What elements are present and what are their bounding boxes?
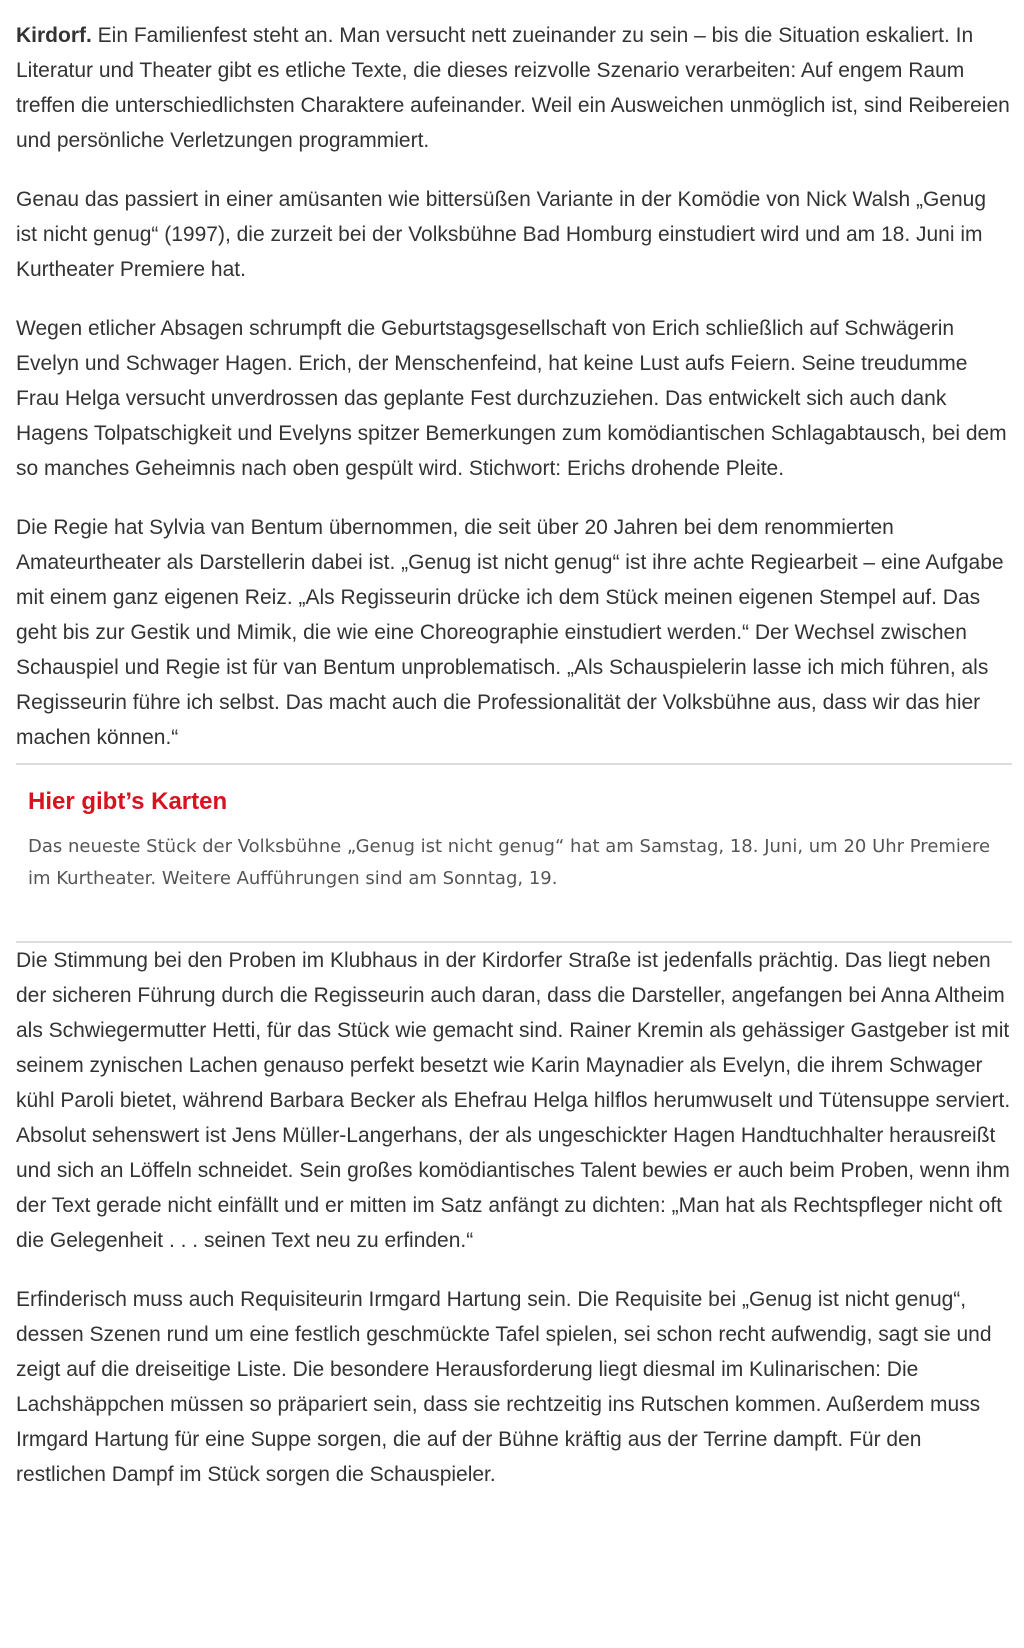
- paragraph-3: Wegen etlicher Absagen schrumpft die Geburtstagsgesellschaft von Erich schließlich auf Schwägerin Evelyn und Schwager Hagen. Erich, der Menschenfeind, hat keine Lust aufs Feiern. Seine treudumme Frau Helga versucht unverdrossen das geplante Fest durchzuziehen. Das entwickelt sich auch dank Hagens Tolpatschigkeit und Evelyns spitzer Bemerkungen zum komödiantischen Schlagabtausch, bei dem so manches Geheimnis nach oben gespült wird. Stichwort: Erichs drohende Pleite.: [16, 317, 1007, 480]
- ticket-infobox: [16, 765, 1012, 941]
- lead-location: Kirdorf.: [16, 24, 92, 47]
- infobox-text: Das neueste Stück der Volksbühne „Genug ist nicht genug“ hat am Samstag, 18. Juni, um 20 Uhr Premiere im Kurtheater. Weitere Aufführungen sind am Sonntag, 19.: [28, 836, 991, 889]
- paragraph-intro-text: Ein Familienfest steht an. Man versucht nett zueinander zu sein – bis die Situation eskaliert. In Literatur und Theater gibt es etliche Texte, die dieses reizvolle Szenario verarbeiten: Auf engem Raum treffen die unterschiedlichsten Charaktere aufeinander. Weil ein Ausweichen unmöglich ist, sind Reibereien und persönliche Verletzungen programmiert.: [16, 24, 1010, 152]
- paragraph-intro: [16, 18, 1012, 158]
- paragraph-6: Erfinderisch muss auch Requisiteurin Irmgard Hartung sein. Die Requisite bei „Genug ist nicht genug“, dessen Szenen rund um eine festlich geschmückte Tafel spielen, sei schon recht aufwendig, sagt sie und zeigt auf die dreiseitige Liste. Die besondere Herausforderung liegt diesmal im Kulinarischen: Die Lachshäppchen müssen so präpariert sein, dass sie rechtzeitig ins Rutschen kommen. Außerdem muss Irmgard Hartung für eine Suppe sorgen, die auf der Bühne kräftig aus der Terrine dampft. Für den restlichen Dampf im Stück sorgen die Schauspieler.: [16, 1288, 992, 1486]
- article-body: [16, 18, 1012, 1492]
- paragraph-4: Die Regie hat Sylvia van Bentum übernommen, die seit über 20 Jahren bei dem renommierten Amateurtheater als Darstellerin dabei ist. „Genug ist nicht genug“ ist ihre achte Regiearbeit – eine Aufgabe mit einem ganz eigenen Reiz. „Als Regisseurin drücke ich dem Stück meinen eigenen Stempel auf. Das geht bis zur Gestik und Mimik, die wie eine Choreographie einstudiert werden.“ Der Wechsel zwischen Schauspiel und Regie ist für van Bentum unproblematisch. „Als Schauspielerin lasse ich mich führen, als Regisseurin führe ich selbst. Das macht auch die Professionalität der Volksbühne aus, dass wir das hier machen können.“: [16, 516, 1004, 749]
- paragraph-5: Die Stimmung bei den Proben im Klubhaus in der Kirdorfer Straße ist jedenfalls prächtig. Das liegt neben der sicheren Führung durch die Regisseurin auch daran, dass die Darsteller, angefangen bei Anna Altheim als Schwiegermutter Hetti, für das Stück wie gemacht sind. Rainer Kremin als gehässiger Gastgeber ist mit seinem zynischen Lachen genauso perfekt besetzt wie Karin Maynadier als Evelyn, die ihrem Schwager kühl Paroli bietet, während Barbara Becker als Ehefrau Helga hilflos herumwuselt und Tütensuppe serviert. Absolut sehenswert ist Jens Müller-Langerhans, der als ungeschickter Hagen Handtuchhalter herausreißt und sich an Löffeln schneidet. Sein großes komödiantisches Talent bewies er auch beim Proben, wenn ihm der Text gerade nicht einfällt und er mitten im Satz anfängt zu dichten: „Man hat als Rechtspfleger nicht oft die Gelegenheit . . . seinen Text neu zu erfinden.“: [16, 949, 1011, 1252]
- paragraph-2: Genau das passiert in einer amüsanten wie bittersüßen Variante in der Komödie von Nick Walsh „Genug ist nicht genug“ (1997), die zurzeit bei der Volksbühne Bad Homburg einstudiert wird und am 18. Juni im Kurtheater Premiere hat.: [16, 188, 986, 281]
- infobox-title: Hier gibt’s Karten: [28, 788, 228, 815]
